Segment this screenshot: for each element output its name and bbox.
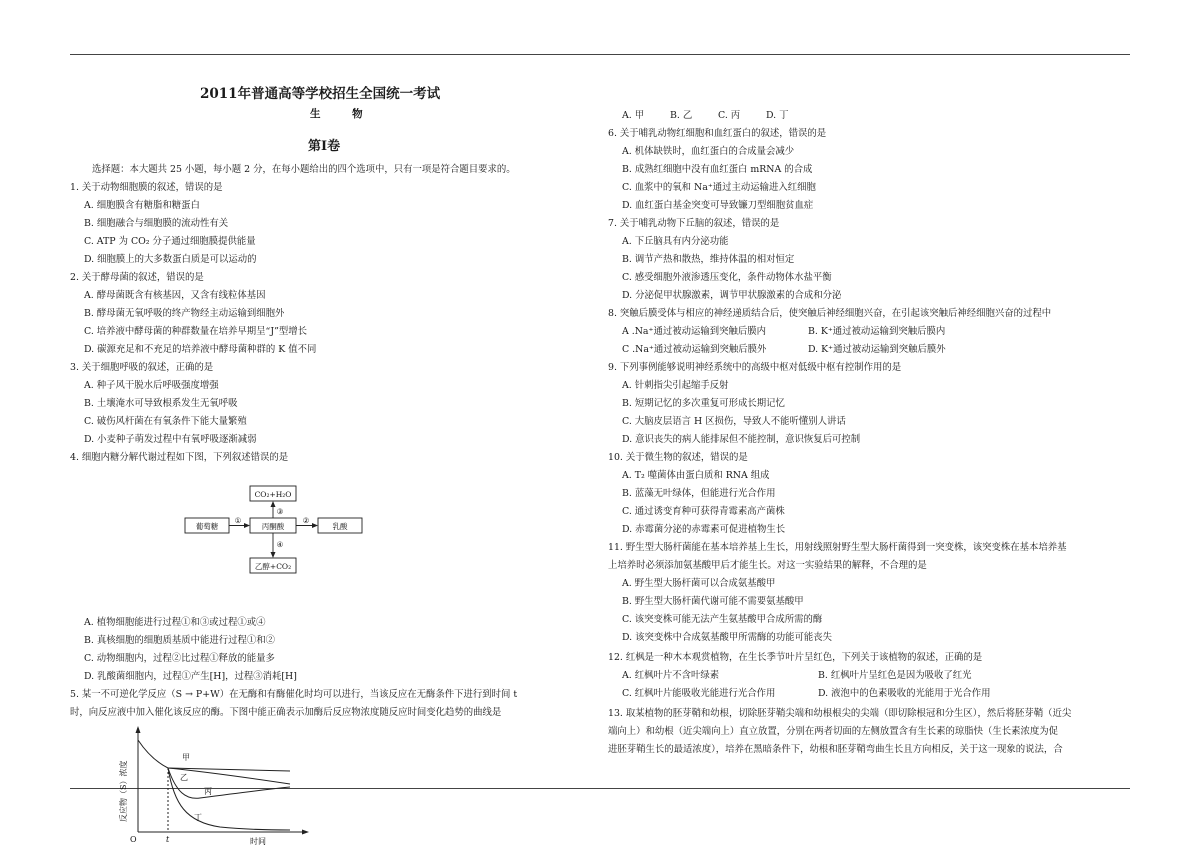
q2-option-d: D. 碳源充足和不充足的培养液中酵母菌种群的 K 值不同 bbox=[84, 344, 317, 355]
x-axis-label: 时间 bbox=[250, 837, 266, 846]
q2-stem: 2. 关于酵母菌的叙述，错误的是 bbox=[70, 272, 204, 283]
metabolism-diagram bbox=[180, 476, 380, 580]
q10-option-b: B. 蓝藻无叶绿体，但能进行光合作用 bbox=[622, 488, 776, 499]
q10-option-a: A. T₂ 噬菌体由蛋白质和 RNA 组成 bbox=[622, 470, 770, 481]
q9-option-b: B. 短期记忆的多次重复可形成长期记忆 bbox=[622, 398, 785, 409]
q8-option-b: B. K⁺通过被动运输到突触后膜内 bbox=[808, 326, 946, 337]
concentration-chart bbox=[90, 724, 330, 846]
q7-option-a: A. 下丘脑具有内分泌功能 bbox=[622, 236, 729, 247]
q2-option-c: C. 培养液中酵母菌的种群数量在培养早期呈“J”型增长 bbox=[84, 326, 308, 337]
q11-option-c: C. 该突变株可能无法产生氨基酸甲合成所需的酶 bbox=[622, 614, 823, 625]
q2-option-b: B. 酵母菌无氧呼吸的终产物经主动运输到细胞外 bbox=[84, 308, 285, 319]
step-1-label: ① bbox=[234, 516, 242, 525]
exam-title: 2011年普通高等学校招生全国统一考试 bbox=[200, 86, 441, 102]
q13-line-1: 13. 取某植物的胚芽鞘和幼根，切除胚芽鞘尖端和幼根根尖的尖端（即切除根冠和分生区），然后将胚芽鞘（近尖 bbox=[608, 708, 1072, 719]
label-yi: 乙 bbox=[180, 773, 188, 782]
q9-option-c: C. 大脑皮层语言 H 区损伤，导致人不能听懂别人讲话 bbox=[622, 416, 846, 427]
q5-stem-line-2: 时，向反应液中加入催化该反应的酶。下图中能正确表示加酶后反应物浓度随反应时间变化趋势的曲线是 bbox=[70, 707, 502, 718]
label-bing: 丙 bbox=[204, 787, 212, 796]
q5-option-b: B. 乙 bbox=[670, 110, 693, 121]
glucose-label: 葡萄糖 bbox=[195, 522, 219, 531]
q9-stem: 9. 下列事例能够说明神经系统中的高级中枢对低级中枢有控制作用的是 bbox=[608, 362, 902, 373]
q7-option-d: D. 分泌促甲状腺激素，调节甲状腺激素的合成和分泌 bbox=[622, 290, 842, 301]
q8-stem: 8. 突触后膜受体与相应的神经递质结合后，使突触后神经细胞兴奋，在引起该突触后神经细胞兴奋的过程中 bbox=[608, 308, 1052, 319]
ethanol-label: 乙醇+CO₂ bbox=[254, 562, 292, 571]
q2-option-a: A. 酵母菌既含有核基因，又含有线粒体基因 bbox=[84, 290, 266, 301]
q4-option-d: D. 乳酸菌细胞内，过程①产生[H]，过程③消耗[H] bbox=[84, 671, 297, 682]
q1-option-c: C. ATP 为 CO₂ 分子通过细胞膜提供能量 bbox=[84, 236, 256, 247]
q6-option-b: B. 成熟红细胞中没有血红蛋白 mRNA 的合成 bbox=[622, 164, 813, 175]
q12-option-c: C. 红枫叶片能吸收光能进行光合作用 bbox=[622, 688, 776, 699]
q11-stem-line-2: 上培养时必须添加氨基酸甲后才能生长。对这一实验结果的解释，不合理的是 bbox=[608, 560, 927, 571]
q13-line-3: 进胚芽鞘生长的最适浓度），培养在黑暗条件下，幼根和胚芽鞘弯曲生长且方向相反，关于这一现象的说法，合 bbox=[608, 744, 1063, 755]
q12-option-d: D. 液泡中的色素吸收的光能用于光合作用 bbox=[818, 688, 991, 699]
q6-option-a: A. 机体缺铁时，血红蛋白的合成量会减少 bbox=[622, 146, 795, 157]
pyruvate-label: 丙酮酸 bbox=[261, 522, 285, 531]
q12-option-a: A. 红枫叶片不含叶绿素 bbox=[622, 670, 720, 681]
q1-stem: 1. 关于动物细胞膜的叙述，错误的是 bbox=[70, 182, 223, 193]
q11-option-a: A. 野生型大肠杆菌可以合成氨基酸甲 bbox=[622, 578, 776, 589]
q12-stem: 12. 红枫是一种木本观赏植物，在生长季节叶片呈红色，下列关于该植物的叙述，正确的是 bbox=[608, 652, 983, 663]
step-3-label: ③ bbox=[276, 507, 284, 516]
q3-option-b: B. 土壤淹水可导致根系发生无氧呼吸 bbox=[84, 398, 238, 409]
q9-option-a: A. 针刺指尖引起缩手反射 bbox=[622, 380, 729, 391]
q4-option-c: C. 动物细胞内，过程②比过程①释放的能量多 bbox=[84, 653, 275, 664]
q9-option-d: D. 意识丧失的病人能排尿但不能控制，意识恢复后可控制 bbox=[622, 434, 861, 445]
q6-stem: 6. 关于哺乳动物红细胞和血红蛋白的叙述，错误的是 bbox=[608, 128, 827, 139]
top-rule bbox=[70, 54, 1130, 55]
label-ding: 丁 bbox=[194, 813, 202, 822]
y-axis-label: 反应物（S）浓度 bbox=[119, 760, 128, 822]
q4-option-a: A. 植物细胞能进行过程①和③或过程①或④ bbox=[84, 617, 266, 628]
origin-label: O bbox=[130, 835, 137, 844]
q5-option-c: C. 丙 bbox=[718, 110, 741, 121]
q12-option-b: B. 红枫叶片呈红色是因为吸收了红光 bbox=[818, 670, 972, 681]
q3-option-c: C. 破伤风杆菌在有氧条件下能大量繁殖 bbox=[84, 416, 247, 427]
pre-enzyme-curve bbox=[138, 740, 168, 768]
instructions: 选择题：本大题共 25 小题，每小题 2 分，在每小题给出的四个选项中，只有一项是符合题目要求的。 bbox=[92, 164, 516, 175]
q4-option-b: B. 真核细胞的细胞质基质中能进行过程①和② bbox=[84, 635, 275, 646]
q5-option-d: D. 丁 bbox=[766, 110, 789, 121]
q5-option-a: A. 甲 bbox=[622, 110, 645, 121]
q10-option-d: D. 赤霉菌分泌的赤霉素可促进植物生长 bbox=[622, 524, 786, 535]
lactate-label: 乳酸 bbox=[332, 522, 348, 531]
label-jia: 甲 bbox=[182, 753, 190, 762]
q6-option-c: C. 血浆中的氧和 Na⁺通过主动运输进入红细胞 bbox=[622, 182, 816, 193]
q1-option-d: D. 细胞膜上的大多数蛋白质是可以运动的 bbox=[84, 254, 257, 265]
q11-option-b: B. 野生型大肠杆菌代谢可能不需要氨基酸甲 bbox=[622, 596, 804, 607]
q4-stem: 4. 细胞内糖分解代谢过程如下图，下列叙述错误的是 bbox=[70, 452, 289, 463]
q3-option-d: D. 小麦种子萌发过程中有氧呼吸逐渐减弱 bbox=[84, 434, 257, 445]
section-title: 第Ⅰ卷 bbox=[308, 139, 341, 154]
q10-stem: 10. 关于微生物的叙述，错误的是 bbox=[608, 452, 748, 463]
q6-option-d: D. 血红蛋白基金突变可导致镰刀型细胞贫血症 bbox=[622, 200, 814, 211]
q10-option-c: C. 通过诱变育种可获得青霉素高产菌株 bbox=[622, 506, 785, 517]
q1-option-a: A. 细胞膜含有糖脂和糖蛋白 bbox=[84, 200, 200, 211]
step-4-label: ④ bbox=[276, 540, 284, 549]
q13-line-2: 端向上）和幼根（近尖端向上）直立放置，分别在两者切面的左侧放置含有生长素的琼脂快（生长素浓度为促 bbox=[608, 726, 1059, 737]
q3-option-a: A. 种子风干脱水后呼吸强度增强 bbox=[84, 380, 219, 391]
t-label: t bbox=[166, 835, 170, 844]
q8-option-a: A .Na⁺通过被动运输到突触后膜内 bbox=[622, 326, 766, 337]
q7-option-c: C. 感受细胞外液渗透压变化，条件动物体水盐平衡 bbox=[622, 272, 832, 283]
q5-stem-line-1: 5. 某一不可逆化学反应（S → P+W）在无酶和有酶催化时均可以进行，当该反应在无酶条件下进行到时间 t bbox=[70, 689, 518, 700]
co2-h2o-label: CO₂+H₂O bbox=[254, 490, 292, 499]
q7-stem: 7. 关于哺乳动物下丘脑的叙述，错误的是 bbox=[608, 218, 780, 229]
q7-option-b: B. 调节产热和散热，维持体温的相对恒定 bbox=[622, 254, 795, 265]
subject-title: 生 物 bbox=[310, 108, 377, 120]
q11-stem-line-1: 11. 野生型大肠杆菌能在基本培养基上生长，用射线照射野生型大肠杆菌得到一突变株，该突变株在基本培养基 bbox=[608, 542, 1067, 553]
q11-option-d: D. 该突变株中合成氨基酸甲所需酶的功能可能丧失 bbox=[622, 632, 833, 643]
q8-option-d: D. K⁺通过被动运输到突触后膜外 bbox=[808, 344, 946, 355]
q8-option-c: C .Na⁺通过被动运输到突触后膜外 bbox=[622, 344, 767, 355]
q1-option-b: B. 细胞融合与细胞膜的流动性有关 bbox=[84, 218, 229, 229]
q3-stem: 3. 关于细胞呼吸的叙述，正确的是 bbox=[70, 362, 214, 373]
step-2-label: ② bbox=[302, 516, 310, 525]
